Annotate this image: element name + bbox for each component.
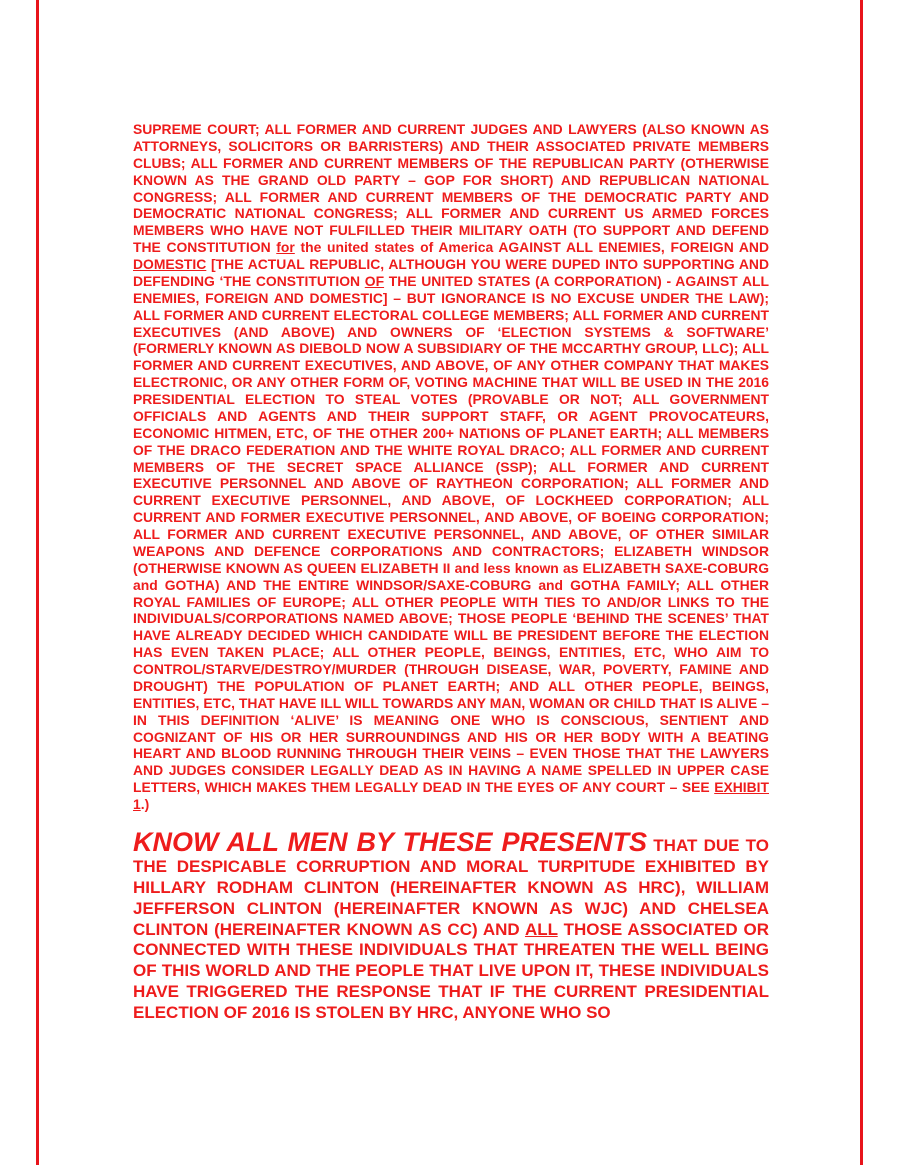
text-segment: [THE ACTUAL REPUBLIC, ALTHOUGH YOU WERE DUPED INTO SUPPORTING AND DEFENDING ‘THE CONSTITUTION <box>133 256 769 289</box>
paragraph-party-list <box>133 121 769 813</box>
text-segment: THE UNITED STATES (A CORPORATION) - AGAINST ALL ENEMIES, FOREIGN AND DOMESTIC] – BUT IGNORANCE IS NO EXCUSE UNDER THE LAW); ALL FORMER AND CURRENT ELECTORAL COLLEGE MEMBERS; ALL FORMER AND CURRENT EXECUTIVES (AND ABOVE) AND OWNERS OF ‘ELECTION SYSTEMS & SOFTWARE’ (FORMERLY KNOWN AS DIEBOLD NOW A SUBSIDIARY OF THE MCCARTHY GROUP, LLC); ALL FORMER AND CURRENT EXECUTIVES, AND ABOVE, OF ANY OTHER COMPANY THAT MAKES ELECTRONIC, OR ANY OTHER FORM OF, VOTING MACHINE THAT WILL BE USED IN THE 2016 PRESIDENTIAL ELECTION TO STEAL VOTES (PROVABLE OR NOT; ALL GOVERNMENT OFFICIALS AND AGENTS AND THEIR SUPPORT STAFF, OR AGENT PROVOCATEURS, ECONOMIC HITMEN, ETC, OF THE OTHER 200+ NATIONS OF PLANET EARTH; ALL MEMBERS OF THE DRACO FEDERATION AND THE WHITE ROYAL DRACO; ALL FORMER AND CURRENT MEMBERS OF THE SECRET SPACE ALLIANCE (SSP); ALL FORMER AND CURRENT EXECUTIVE PERSONNEL AND ABOVE OF RAYTHEON CORPORATION; ALL FORMER AND CURRENT EXECUTIVE PERSONNEL, AND ABOVE, OF LOCKHEED CORPORATION; ALL CURRENT AND FORMER EXECUTIVE PERSONNEL, AND ABOVE, OF BOEING CORPORATION; ALL FORMER AND CURRENT EXECUTIVE PERSONNEL, AND ABOVE, OF OTHER SIMILAR WEAPONS AND DEFENCE CORPORATIONS AND CONTRACTORS; ELIZABETH WINDSOR (OTHERWISE KNOWN AS QUEEN ELIZABETH II and less known as ELIZABETH SAXE-COBURG and GOTHA) AND THE ENTIRE WINDSOR/SAXE-COBURG and GOTHA FAMILY; ALL OTHER ROYAL FAMILIES OF EUROPE; ALL OTHER PEOPLE WITH TIES TO AND/OR LINKS TO THE INDIVIDUALS/CORPORATIONS NAMED ABOVE; THOSE PEOPLE ‘BEHIND THE SCENES’ THAT HAVE ALREADY DECIDED WHICH CANDIDATE WILL BE PRESIDENT BEFORE THE ELECTION HAS EVEN TAKEN PLACE; ALL OTHER PEOPLE, BEINGS, ENTITIES, ETC, WHO AIM TO CONTROL/STARVE/DESTROY/MURDER (THROUGH DISEASE, WAR, POVERTY, FAMINE AND DROUGHT) THE POPULATION OF PLANET EARTH; AND ALL OTHER PEOPLE, BEINGS, ENTITIES, ETC, THAT HAVE ILL WILL TOWARDS ANY MAN, WOMAN OR CHILD THAT IS ALIVE – IN THIS DEFINITION ‘ALIVE’ IS MEANING ONE WHO IS CONSCIOUS, SENTIENT AND COGNIZANT OF HIS OR HER SURROUNDINGS AND HIS OR HER BODY WITH A BEATING HEART AND BLOOD RUNNING THROUGH THEIR VEINS – EVEN THOSE THAT THE LAWYERS AND JUDGES CONSIDER LEGALLY DEAD AS IN HAVING A NAME SPELLED IN UPPER CASE LETTERS, WHICH MAKES THEM LEGALLY DEAD IN THE EYES OF ANY COURT – SEE <box>133 272 769 796</box>
text-segment: SUPREME COURT; ALL FORMER AND CURRENT JUDGES AND LAWYERS (ALSO KNOWN AS ATTORNEYS, SOLICITORS OR BARRISTERS) AND THEIR ASSOCIATED PRIVATE MEMBERS CLUBS; ALL FORMER AND CURRENT MEMBERS OF THE REPUBLICAN PARTY (OTHERWISE KNOWN AS THE GRAND OLD PARTY – GOP FOR SHORT) AND REPUBLICAN NATIONAL CONGRESS; ALL FORMER AND CURRENT MEMBERS OF THE DEMOCRATIC PARTY AND DEMOCRATIC NATIONAL CONGRESS; ALL FORMER AND CURRENT US ARMED FORCES MEMBERS WHO HAVE NOT FULFILLED THEIR MILITARY OATH (TO SUPPORT AND DEFEND THE CONSTITUTION <box>133 121 769 256</box>
lead-heading: KNOW ALL MEN BY THESE PRESENTS <box>133 826 648 857</box>
underlined-text: ALL <box>524 919 558 939</box>
text-segment: THOSE ASSOCIATED OR CONNECTED WITH THESE INDIVIDUALS THAT THREATEN THE WELL BEING OF THIS WORLD AND THE PEOPLE THAT LIVE UPON IT, THESE INDIVIDUALS HAVE TRIGGERED THE RESPONSE THAT IF THE CURRENT PRESIDENTIAL ELECTION OF 2016 IS STOLEN BY HRC, ANYONE WHO SO <box>133 919 769 1023</box>
paragraph-know-all-men <box>133 828 769 1024</box>
underlined-text: for <box>276 239 295 256</box>
right-margin-rule <box>860 0 863 1165</box>
text-segment: the united states of America AGAINST ALL ENEMIES, FOREIGN AND <box>294 239 769 256</box>
exhibit-reference: EXHIBIT 1 <box>133 779 769 812</box>
underlined-text: OF <box>364 272 385 289</box>
document-body <box>133 121 769 1024</box>
underlined-text: DOMESTIC <box>133 256 207 272</box>
text-segment: THAT DUE TO THE DESPICABLE CORRUPTION AND MORAL TURPITUDE EXHIBITED BY HILLARY RODHAM CLINTON (HEREINAFTER KNOWN AS HRC), WILLIAM JEFFERSON CLINTON (HEREINAFTER KNOWN AS WJC) AND CHELSEA CLINTON (HEREINAFTER KNOWN AS CC) AND <box>133 835 769 939</box>
left-margin-rule <box>36 0 39 1165</box>
text-segment: .) <box>140 796 150 812</box>
